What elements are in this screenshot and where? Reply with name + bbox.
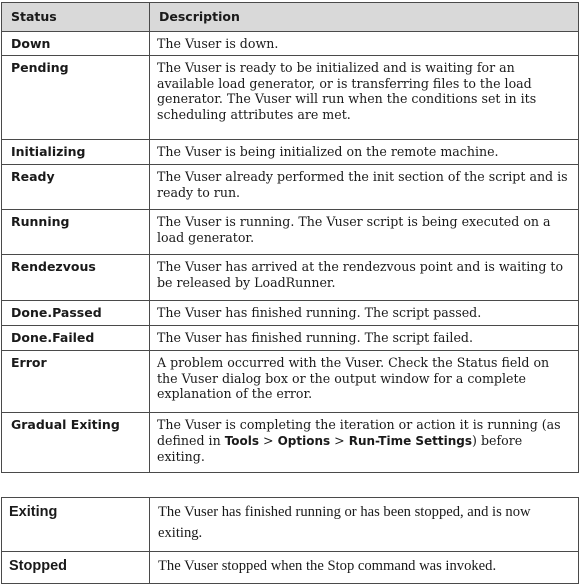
vuser-status-table-continued [1,497,579,584]
table-row [2,210,579,255]
description-cell: The Vuser is running. The Vuser script is being executed on a load generator. [150,210,579,255]
menu-path-tools: Tools [224,433,260,448]
status-cell: Stopped [2,552,150,584]
table-row [2,165,579,210]
table-row [2,351,579,413]
description-cell: The Vuser is being initialized on the remote machine. [150,140,579,165]
status-cell: Rendezvous [2,255,150,301]
status-column-header: Status [2,3,150,32]
table-row [2,326,579,351]
table-header-row [2,3,579,32]
table-row [2,140,579,165]
status-cell: Ready [2,165,150,210]
description-text-post: ) before exiting. [157,432,523,465]
menu-path-options: Options [277,433,331,448]
table-row [2,56,579,140]
status-cell: Done.Passed [2,301,150,326]
description-cell: A problem occurred with the Vuser. Check the Status field on the Vuser dialog box or the output window for a complete explanation of the error. [150,351,579,413]
menu-path-run-time-settings: Run-Time Settings [348,433,473,448]
menu-path-separator: > [330,432,349,448]
status-cell: Pending [2,56,150,140]
status-cell: Initializing [2,140,150,165]
table-row [2,413,579,473]
table-row [2,32,579,56]
description-cell: The Vuser already performed the init section of the script and is ready to run. [150,165,579,210]
description-cell: The Vuser has finished running. The script failed. [150,326,579,351]
status-cell: Down [2,32,150,56]
status-cell: Gradual Exiting [2,413,150,473]
description-cell: The Vuser has finished running or has been stopped, and is now exiting. [150,498,579,552]
vuser-status-table [1,2,579,473]
description-cell: The Vuser has arrived at the rendezvous point and is waiting to be released by LoadRunner. [150,255,579,301]
status-cell: Error [2,351,150,413]
description-cell: The Vuser is down. [150,32,579,56]
table-row [2,498,579,552]
status-cell: Done.Failed [2,326,150,351]
table-row [2,552,579,584]
description-text-pre: The Vuser is completing the iteration or action it is running (as defined in [157,417,561,448]
description-cell: The Vuser is ready to be initialized and is waiting for an available load generator, or is transferring files to the load generator. The Vuser will run when the conditions set in its scheduling attributes are met. [150,56,579,140]
status-cell: Exiting [2,498,150,552]
table-row [2,255,579,301]
description-cell: The Vuser stopped when the Stop command was invoked. [150,552,579,584]
status-cell: Running [2,210,150,255]
menu-path-separator: > [259,432,278,448]
description-cell [150,413,579,473]
description-column-header: Description [150,3,579,32]
table-row [2,301,579,326]
description-cell: The Vuser has finished running. The script passed. [150,301,579,326]
